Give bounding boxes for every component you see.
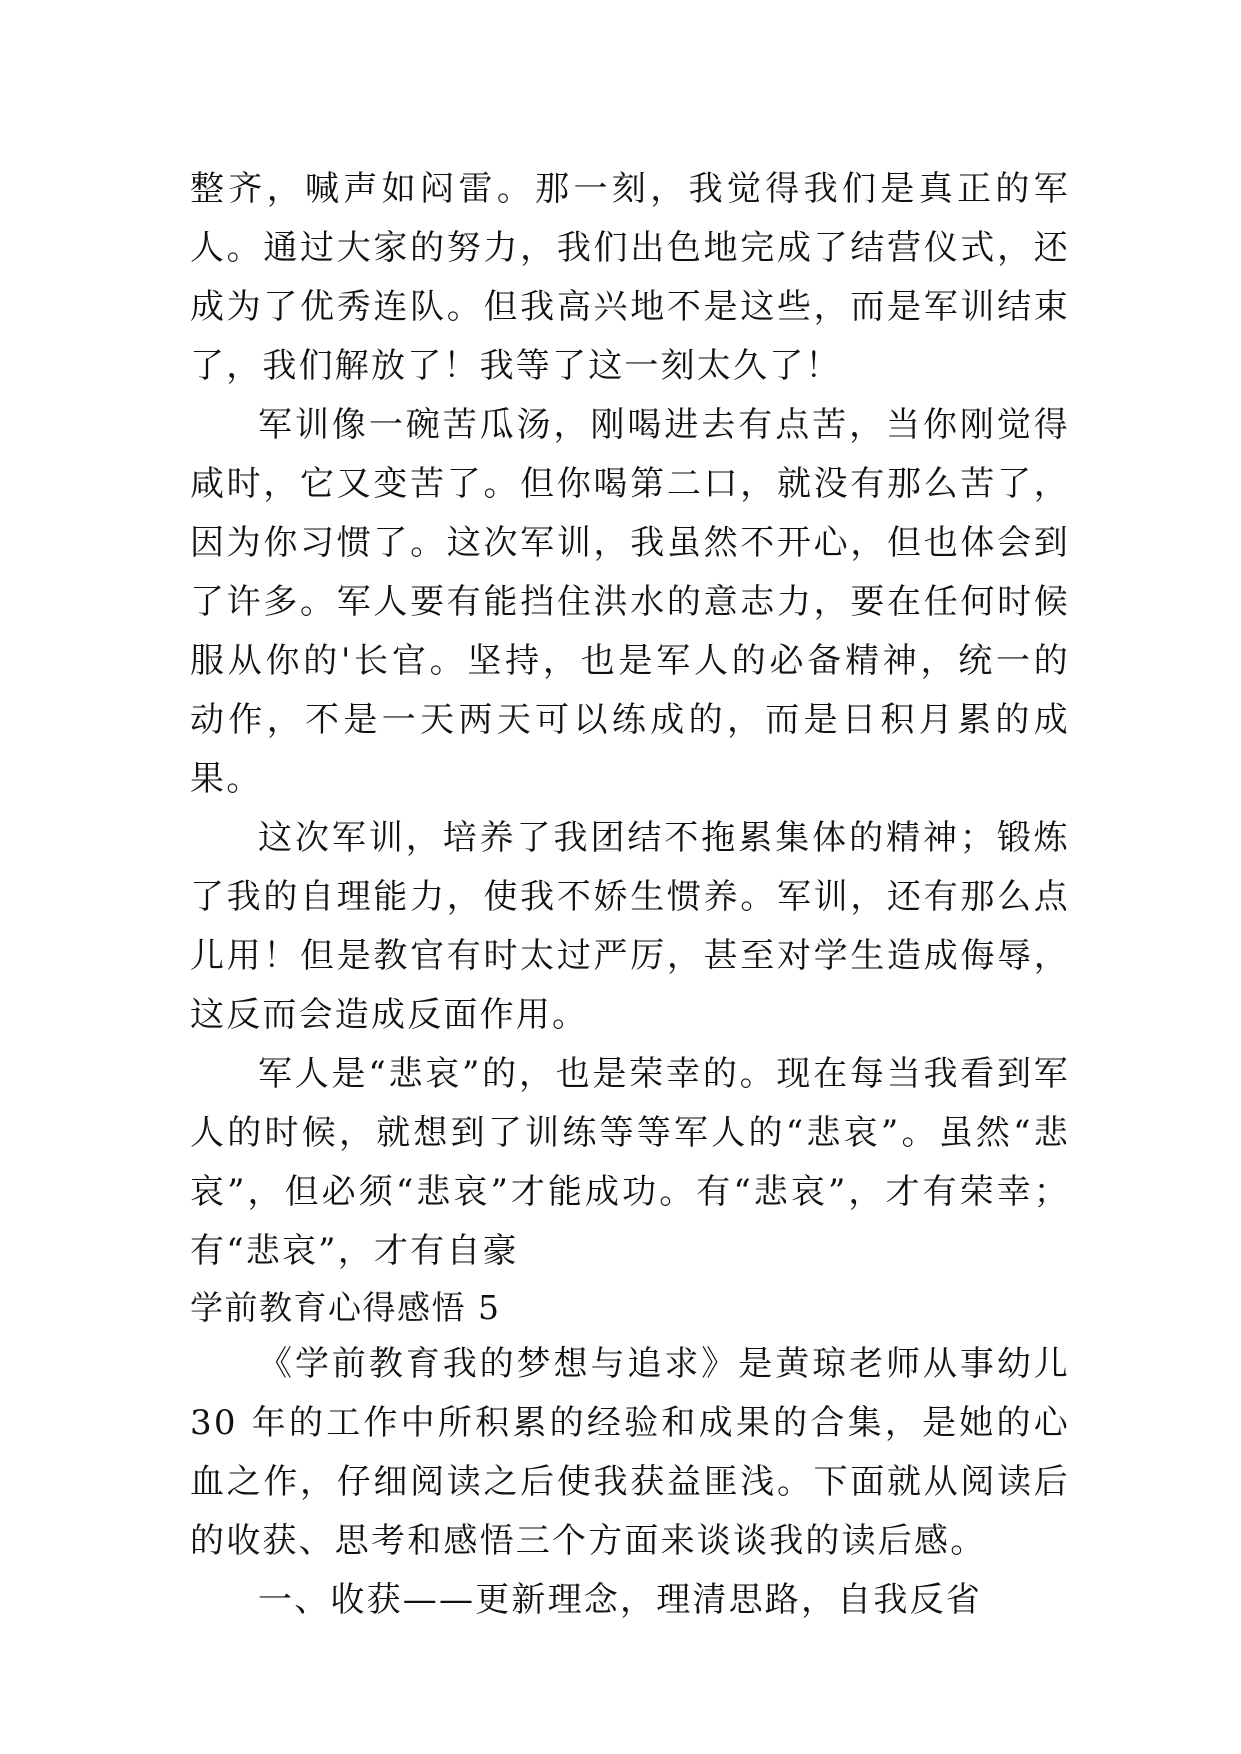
paragraph-bitter-melon-soup: 军训像一碗苦瓜汤，刚喝进去有点苦，当你刚觉得咸时，它又变苦了。但你喝第二口，就没有那么苦了，因为你习惯了。这次军训，我虽然不开心，但也体会到了许多。军人要有能挡住洪水的意志力，要在任何时候服从你的'长官。坚持，也是军人的必备精神，统一的动作，不是一天两天可以练成的，而是日积月累的成果。	[190, 405, 1070, 799]
paragraph-jiexun-ceremony: 整齐，喊声如闷雷。那一刻，我觉得我们是真正的军人。通过大家的努力，我们出色地完成了结营仪式，还成为了优秀连队。但我高兴地不是这些，而是军训结束了，我们解放了！我等了这一刻太久了！	[190, 169, 1070, 386]
section-heading: 学前教育心得感悟 5	[190, 1288, 501, 1327]
paragraph-subheading-gains: 一、收获——更新理念，理清思路，自我反省	[258, 1580, 982, 1620]
paragraph-book-intro: 《学前教育我的梦想与追求》是黄琼老师从事幼儿 30 年的工作中所积累的经验和成果的合集，是她的心血之作，仔细阅读之后使我获益匪浅。下面就从阅读后的收获、思考和感悟三个方面来谈谈我的读后感。	[190, 1344, 1070, 1561]
document-body	[190, 160, 1070, 1630]
paragraph-sorrow-and-honor: 军人是“悲哀”的，也是荣幸的。现在每当我看到军人的时候，就想到了训练等等军人的“悲哀”。虽然“悲哀”，但必须“悲哀”才能成功。有“悲哀”，才有荣幸；有“悲哀”，才有自豪	[190, 1054, 1070, 1271]
paragraph-team-spirit: 这次军训，培养了我团结不拖累集体的精神；锻炼了我的自理能力，使我不娇生惯养。军训，还有那么点儿用！但是教官有时太过严厉，甚至对学生造成侮辱，这反而会造成反面作用。	[190, 818, 1070, 1035]
